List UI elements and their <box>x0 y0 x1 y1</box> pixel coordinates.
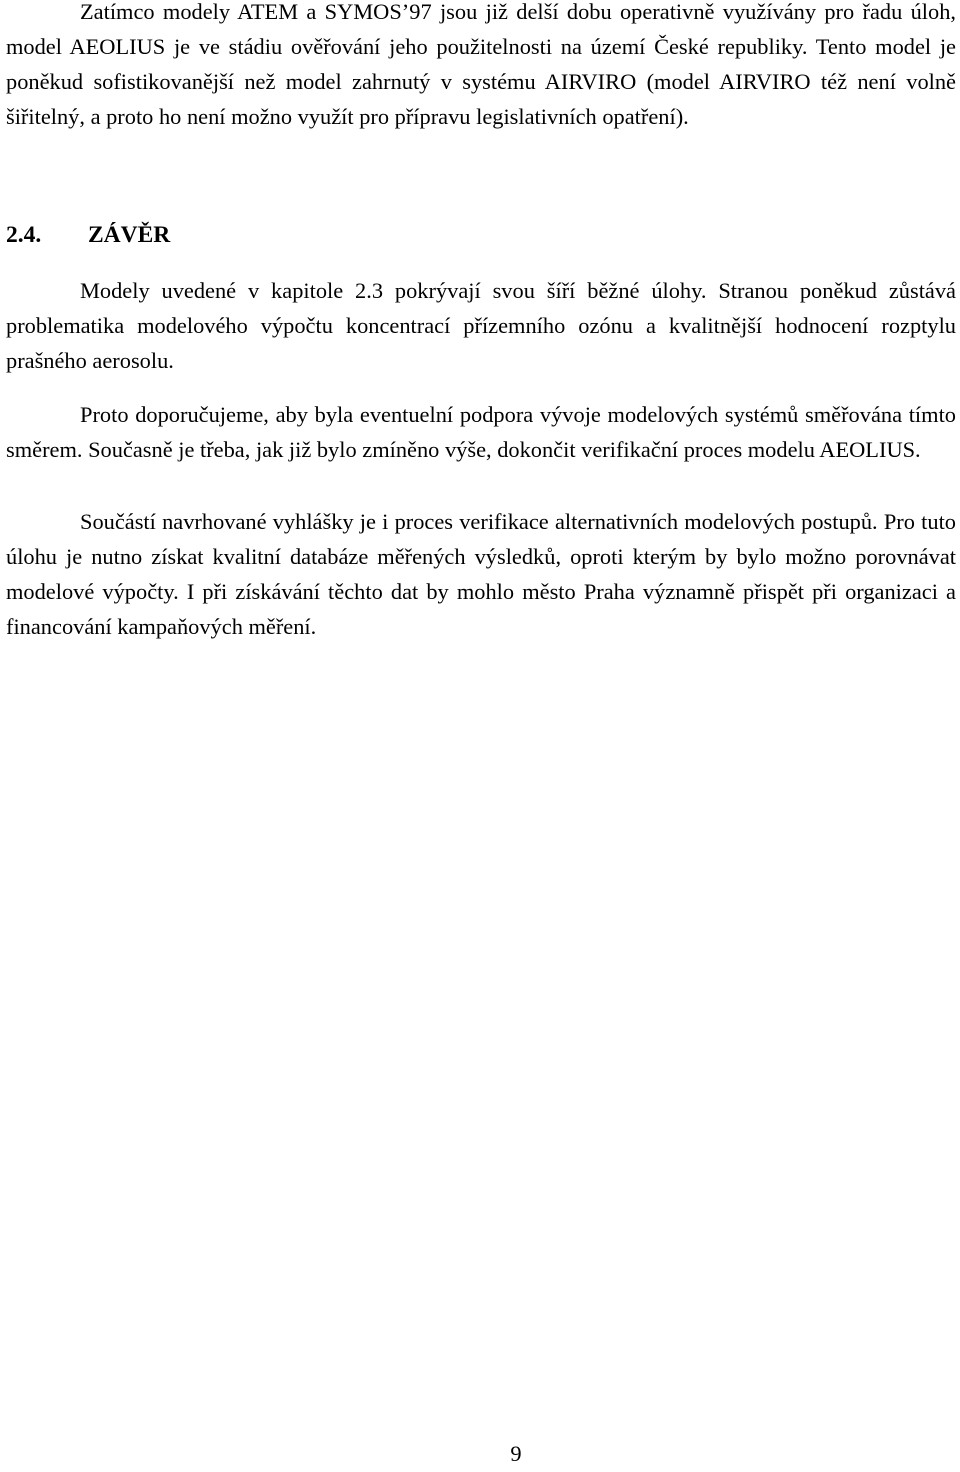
intro-paragraph: Zatímco modely ATEM a SYMOS’97 jsou již delší dobu operativně využívány pro řadu úloh, model AEOLIUS je ve stádiu ověřování jeho použitelnosti na území České republiky. Tento model je poněkud sofistikovanější než model zahrnutý v systému AIRVIRO (model AIRVIRO též není volně šiřitelný, a proto ho není možno využít pro přípravu legislativních opatření). <box>6 0 956 129</box>
page-number: 9 <box>510 1441 522 1466</box>
section-title: ZÁVĚR <box>88 222 171 248</box>
paragraph-recommendation: Proto doporučujeme, aby byla eventuelní podpora vývoje modelových systémů směřována tímto směrem. Současně je třeba, jak již bylo zmíněno výše, dokončit verifikační proces modelu AEOLIUS. <box>6 402 956 462</box>
paragraph-verification: Součástí navrhované vyhlášky je i proces verifikace alternativních modelových postupů. Pro tuto úlohu je nutno získat kvalitní databáze měřených výsledků, oproti kterým by bylo možno porovnávat modelové výpočty. I při získávání těchto dat by mohlo město Praha významně přispět při organizaci a financování kampaňových měření. <box>6 509 956 639</box>
paragraph-models-coverage: Modely uvedené v kapitole 2.3 pokrývají svou šíří běžné úlohy. Stranou poněkud zůstává problematika modelového výpočtu koncentrací přízemního ozónu a kvalitnější hodnocení rozptylu prašného aerosolu. <box>6 278 956 373</box>
section-number: 2.4. <box>6 222 42 248</box>
section-heading <box>6 218 956 253</box>
